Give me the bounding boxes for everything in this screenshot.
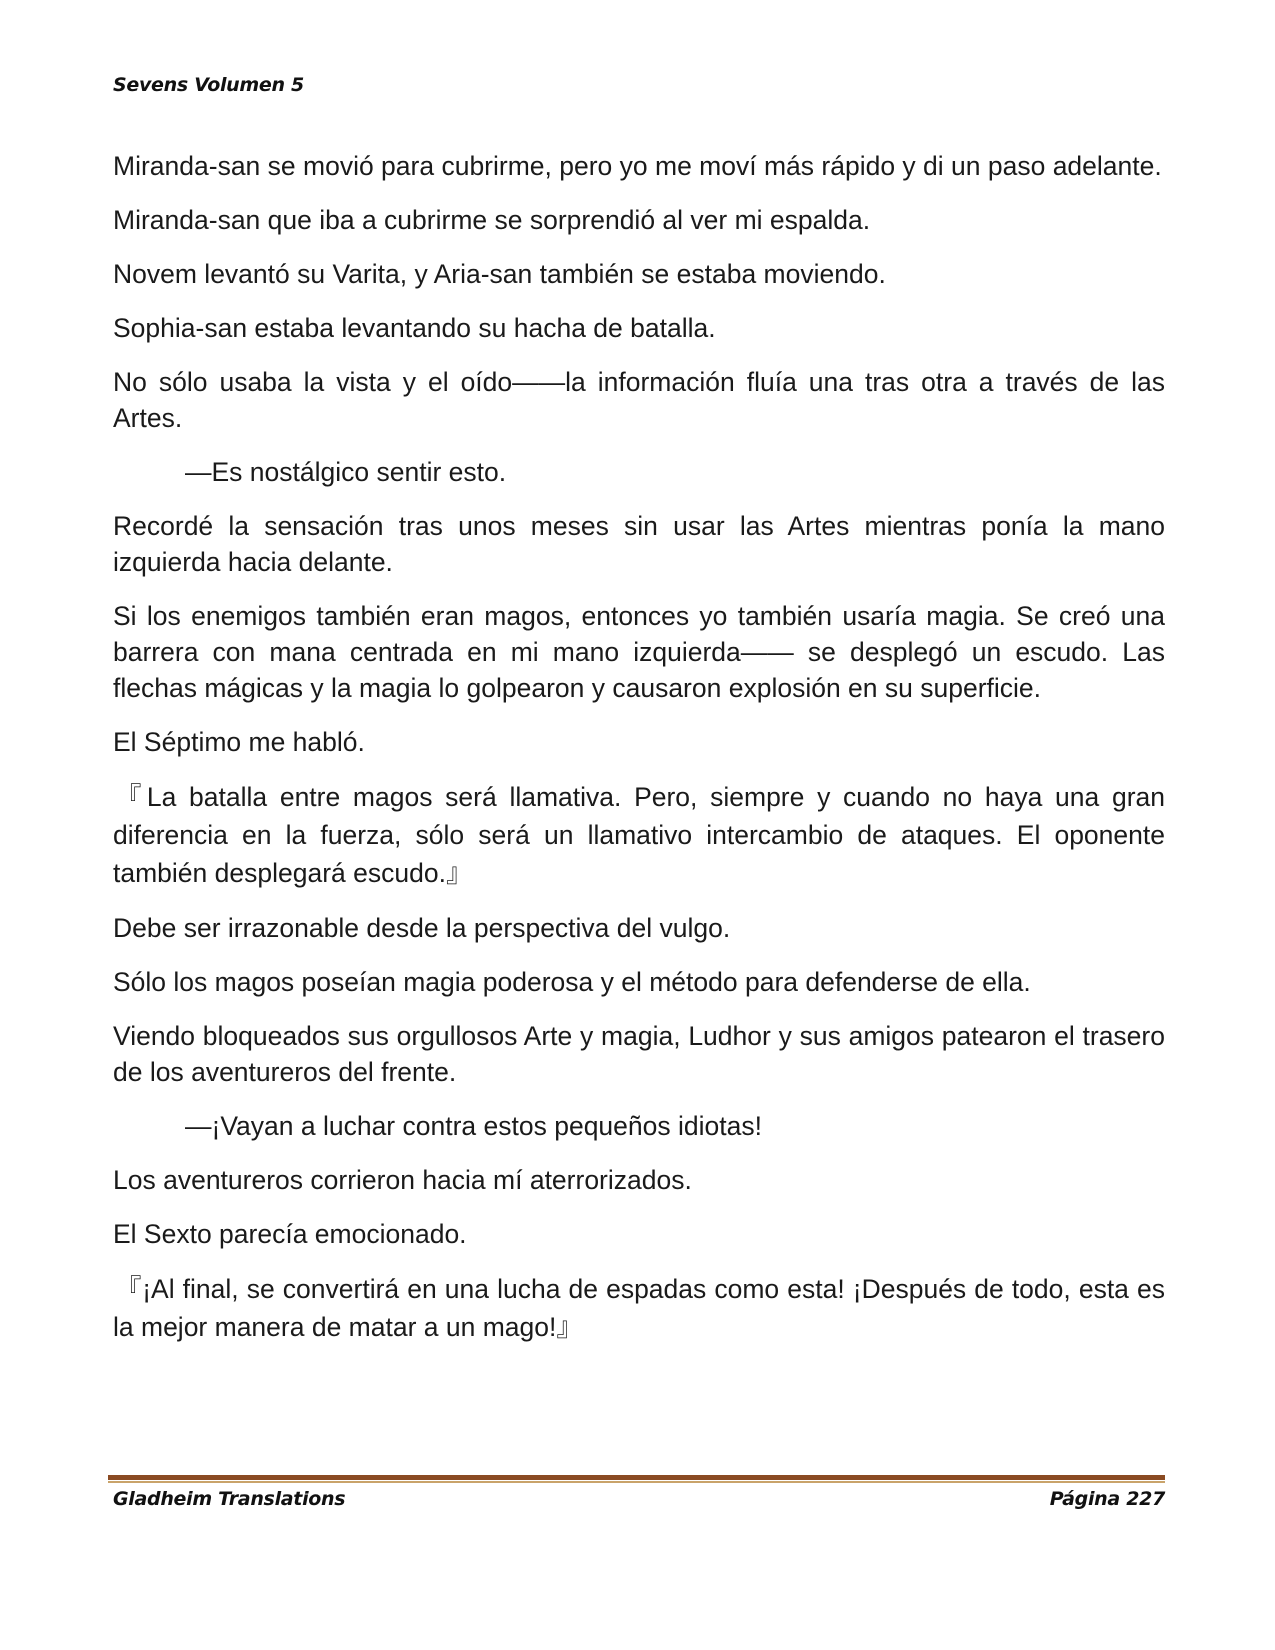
dialogue-line: ―¡Vayan a luchar contra estos pequeños idiotas! <box>185 1111 762 1141</box>
footer-divider-thin <box>108 1481 1165 1483</box>
paragraph: Sólo los magos poseían magia poderosa y el método para defenderse de ella. <box>113 967 1031 997</box>
footer-credit: Gladheim Translations <box>113 1488 346 1510</box>
body-text <box>113 148 1165 1364</box>
paragraph: Recordé la sensación tras unos meses sin usar las Artes mientras ponía la mano izquierda hacia delante. <box>113 511 1165 577</box>
paragraph: No sólo usaba la vista y el oído――la información fluía una tras otra a través de las Artes. <box>113 367 1165 433</box>
paragraph: El Sexto parecía emocionado. <box>113 1219 467 1249</box>
paragraph: Los aventureros corrieron hacia mí aterrorizados. <box>113 1165 692 1195</box>
footer-divider <box>108 1475 1165 1484</box>
page-number: Página 227 <box>1049 1488 1165 1510</box>
paragraph: Novem levantó su Varita, y Aria-san también se estaba moviendo. <box>113 259 886 289</box>
paragraph: Miranda-san que iba a cubrirme se sorprendió al ver mi espalda. <box>113 205 871 235</box>
quoted-speech: 『La batalla entre magos será llamativa. Pero, siempre y cuando no haya una gran diferencia en la fuerza, sólo será un llamativo intercambio de ataques. El oponente también desplegará escudo.』 <box>113 782 1165 888</box>
paragraph: Si los enemigos también eran magos, entonces yo también usaría magia. Se creó una barrera con mana centrada en mi mano izquierda―― se desplegó un escudo. Las flechas mágicas y la magia lo golpearon y causaron explosión en su superficie. <box>113 601 1165 703</box>
running-header: Sevens Volumen 5 <box>113 74 304 96</box>
quoted-speech: 『¡Al final, se convertirá en una lucha de espadas como esta! ¡Después de todo, esta es la mejor manera de matar a un mago!』 <box>113 1274 1165 1342</box>
paragraph: Sophia-san estaba levantando su hacha de batalla. <box>113 313 716 343</box>
paragraph: Viendo bloqueados sus orgullosos Arte y magia, Ludhor y sus amigos patearon el trasero de los aventureros del frente. <box>113 1021 1165 1087</box>
footer-divider-thick <box>108 1475 1165 1480</box>
dialogue-line: ―Es nostálgico sentir esto. <box>185 457 507 487</box>
paragraph: El Séptimo me habló. <box>113 727 365 757</box>
paragraph: Miranda-san se movió para cubrirme, pero yo me moví más rápido y di un paso adelante. <box>113 151 1162 181</box>
paragraph: Debe ser irrazonable desde la perspectiva del vulgo. <box>113 913 731 943</box>
